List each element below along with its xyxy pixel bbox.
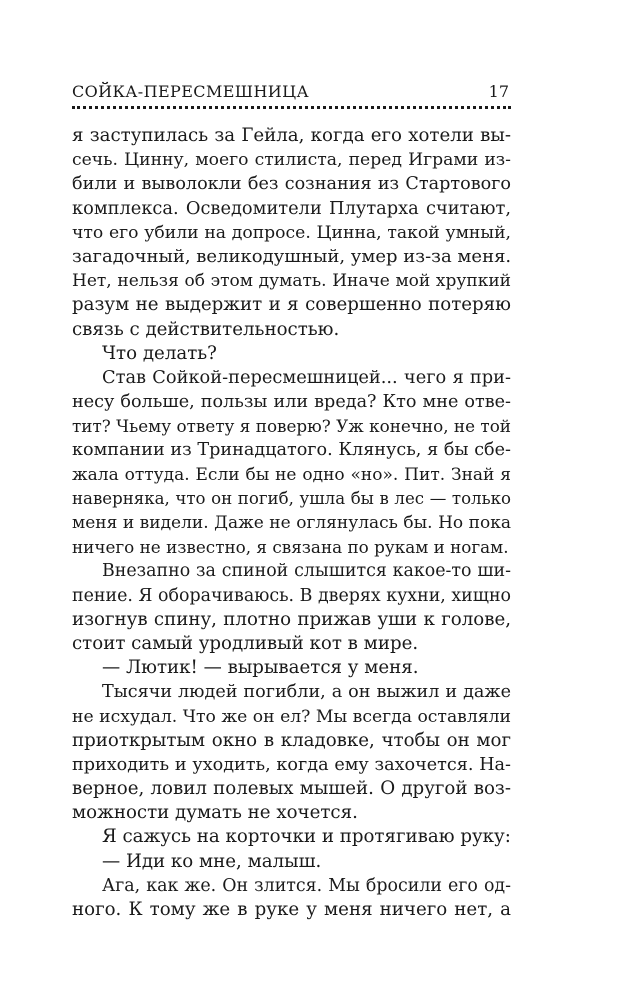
text-line: наверняка, что он погиб, ушла бы в лес — только [72, 488, 511, 508]
text-line: что его убили на допросе. Цинна, такой умный, [72, 222, 511, 243]
text-line: можности думать не хочется. [72, 802, 358, 824]
text-line: компании из Тринадцатого. Клянусь, я бы сбе- [72, 440, 511, 461]
text-line: верное, ловил полевых мышей. О другой воз- [72, 778, 511, 800]
text-line: загадочный, великодушный, умер из-за меня. [72, 245, 512, 267]
text-line: Ага, как же. Он злится. Мы бросили его од- [102, 875, 511, 896]
text-line: комплекса. Осведомители Плутарха считают, [72, 197, 511, 219]
body-text [72, 124, 511, 922]
text-line: приходить и уходить, когда ему захочется. На- [72, 754, 511, 775]
page-number: 17 [488, 82, 509, 101]
page-header [72, 82, 511, 104]
text-line: Став Сойкой-пересмешницей... чего я при- [102, 366, 511, 388]
text-line: стоит самый уродливый кот в мире. [72, 632, 419, 654]
text-line: не исхудал. Что же он ел? Мы всегда оставляли [72, 706, 511, 727]
text-line: — Лютик! — вырывается у меня. [102, 657, 419, 679]
text-line: ного. К тому же в руке у меня ничего нет, а [72, 899, 511, 920]
running-head: СОЙКА-ПЕРЕСМЕШНИЦА [72, 82, 310, 101]
text-line: жала оттуда. Если бы не одно «но». Пит. Знай я [72, 464, 511, 485]
text-line: сечь. Цинну, моего стилиста, перед Играми из- [72, 150, 511, 171]
text-line: связь с действительностью. [72, 318, 340, 340]
text-line: меня и видели. Даже не оглянулась бы. Но пока [72, 513, 511, 533]
text-line: приоткрытым окно в кладовке, чтобы он мог [72, 729, 511, 751]
text-line: я заступилась за Гейла, когда его хотели вы- [72, 125, 511, 146]
header-dotted-rule [72, 106, 511, 109]
text-line: били и выволокли без сознания из Стартового [72, 174, 511, 195]
text-line: Я сажусь на корточки и протягиваю руку: [102, 826, 511, 848]
text-line: — Иди ко мне, малыш. [102, 850, 322, 872]
text-line: изогнув спину, плотно прижав уши к голове, [72, 608, 511, 630]
text-line: ничего не известно, я связана по рукам и ногам. [72, 537, 509, 558]
text-line: несу больше, пользы или вреда? Кто мне отве- [72, 392, 511, 413]
text-line: пение. Я оборачиваюсь. В дверях кухни, хищно [72, 585, 511, 606]
text-line: разум не выдержит и я совершенно потеряю [72, 294, 511, 316]
text-line: Что делать? [102, 342, 217, 364]
text-line: Нет, нельзя об этом думать. Иначе мой хрупкий [72, 271, 511, 292]
text-line: Тысячи людей погибли, а он выжил и даже [102, 682, 511, 703]
text-line: тит? Чьему ответу я поверю? Уж конечно, не той [72, 416, 511, 437]
text-line: Внезапно за спиной слышится какое-то ши- [102, 561, 511, 582]
